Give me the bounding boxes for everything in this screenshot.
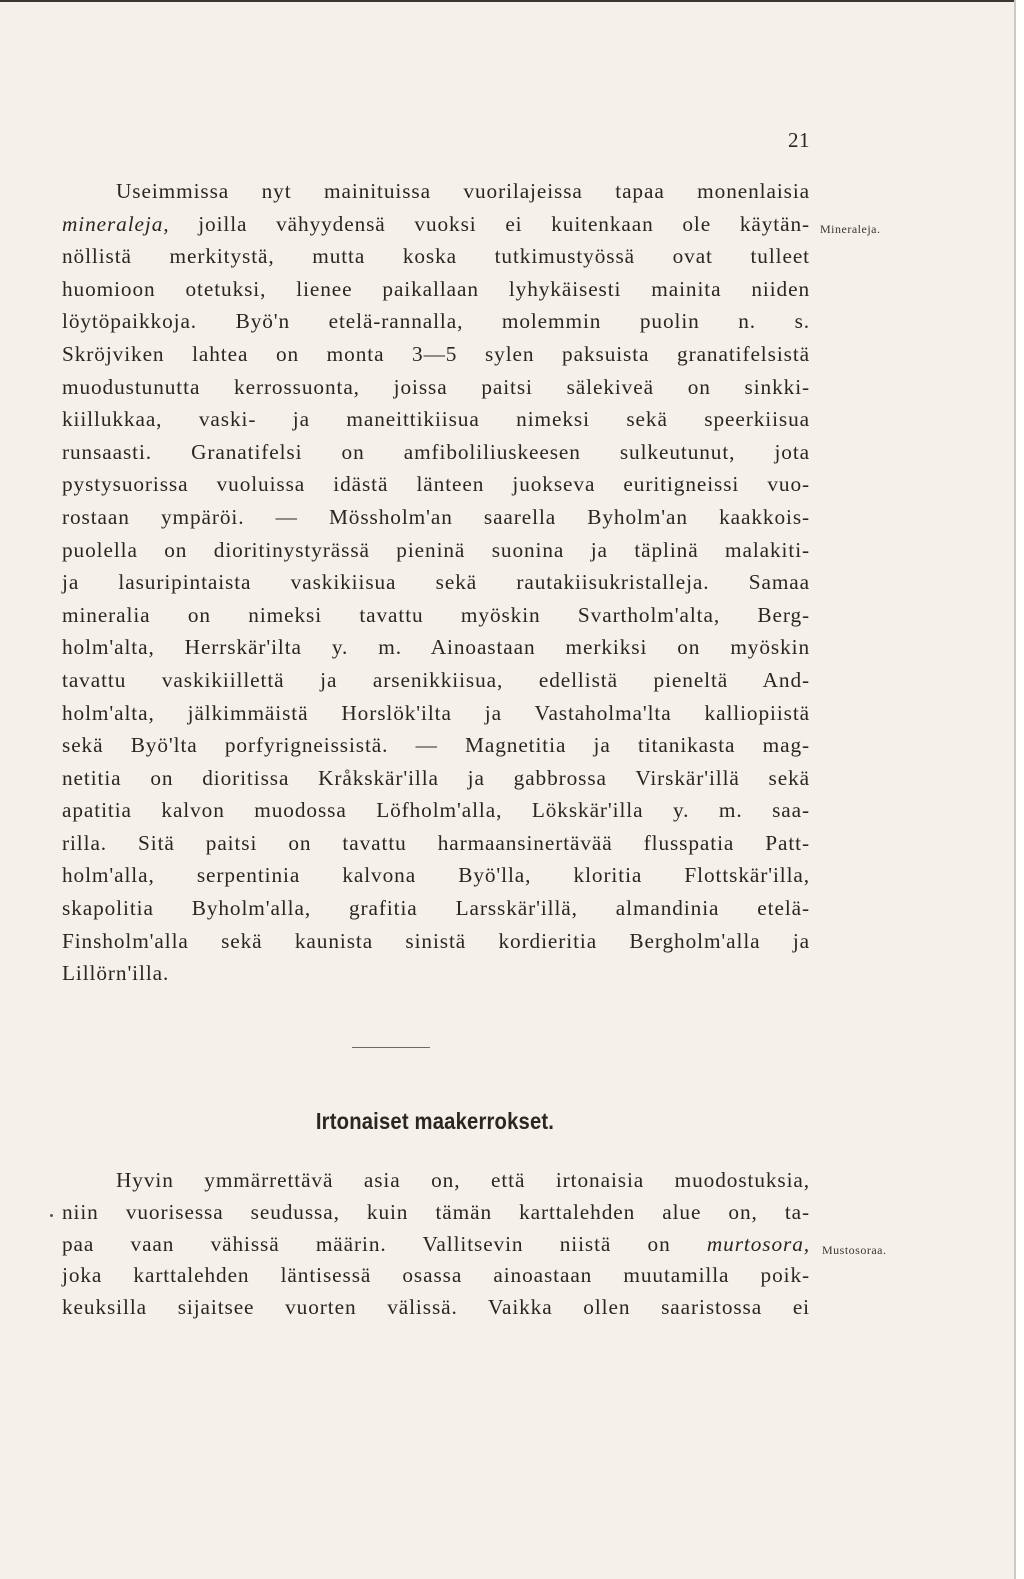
text-line: holm'alta, jälkimmäistä Horslök'ilta ja Vastaholma'lta kalliopiistä (62, 700, 810, 725)
text-line: niin vuorisessa seudussa, kuin tämän karttalehden alue on, ta- (62, 1199, 810, 1224)
text-line: sekä Byö'lta porfyrigneissistä. — Magnetitia ja titanikasta mag- (62, 733, 810, 758)
text-line: Hyvin ymmärrettävä asia on, että irtonaisia muodostuksia, (116, 1168, 810, 1192)
page-number: 21 (788, 128, 810, 152)
text-line: tavattu vaskikiillettä ja arsenikkiisua, edellistä pieneltä And- (62, 667, 810, 692)
text-line: apatitia kalvon muodossa Löfholm'alla, Lökskär'illa y. m. saa- (62, 798, 810, 823)
text-line: huomioon otetuksi, lienee paikallaan lyhykäisesti mainita niiden (62, 276, 810, 301)
scan-margin-strip (1016, 0, 1024, 1579)
text-line: Finsholm'alla sekä kaunista sinistä kordieritia Bergholm'alla ja (62, 928, 810, 953)
section-heading: Irtonaiset maakerrokset. (315, 1108, 555, 1134)
text-line: keuksilla sijaitsee vuorten välissä. Vaikka ollen saaristossa ei (62, 1295, 810, 1320)
text-line: runsaasti. Granatifelsi on amfiboliliuskeesen sulkeutunut, jota (62, 439, 810, 464)
paragraph-minerals (62, 175, 810, 990)
text-line: Lillörn'illa. (62, 961, 170, 986)
text-line: holm'alla, serpentinia kalvona Byö'lla, kloritia Flottskär'illa, (62, 863, 810, 888)
text-line: puolella on dioritinystyrässä pieninä suonina ja täplinä malakiti- (62, 537, 810, 562)
text-line: mineraleja, joilla vähyydensä vuoksi ei kuitenkaan ole käytän- (62, 211, 810, 236)
text-line: netitia on dioritissa Kråkskär'illa ja gabbrossa Virskär'illä sekä (62, 765, 810, 790)
text-line: löytöpaikkoja. Byö'n etelä-rannalla, molemmin puolin n. s. (62, 309, 810, 334)
text-line: nöllistä merkitystä, mutta koska tutkimustyössä ovat tulleet (62, 244, 810, 269)
emphasized-term: murtosora, (706, 1231, 810, 1256)
emphasized-term: mineraleja, (62, 211, 170, 236)
text-line: mineralia on nimeksi tavattu myöskin Svartholm'alta, Berg- (62, 602, 810, 627)
section-divider (352, 1047, 430, 1048)
text-line: pystysuorissa vuoluissa idästä länteen juokseva euritigneissi vuo- (62, 472, 810, 497)
paragraph-loose-deposits (62, 1165, 810, 1324)
page-top-edge (0, 0, 1014, 2)
text-line: rostaan ympäröi. — Mössholm'an saarella Byholm'an kaakkois- (62, 504, 810, 529)
text-line: skapolitia Byholm'alla, grafitia Larsskär'illä, almandinia etelä- (62, 896, 810, 921)
print-speck (50, 1214, 53, 1217)
text-line: rilla. Sitä paitsi on tavattu harmaansinertävää flusspatia Patt- (62, 830, 810, 855)
margin-note-minerals: Mineraleja. (820, 222, 881, 236)
margin-note-gravel: Mustosoraa. (822, 1243, 887, 1257)
text-line: kiillukkaa, vaski- ja maneittikiisua nimeksi sekä speerkiisua (62, 407, 810, 432)
text-line: Skröjviken lahtea on monta 3—5 sylen paksuista granatifelsistä (62, 341, 810, 366)
text-line: joka karttalehden läntisessä osassa ainoastaan muutamilla poik- (62, 1263, 810, 1288)
text-line: muodustunutta kerrossuonta, joissa paitsi sälekiveä on sinkki- (62, 374, 810, 399)
text-line: ja lasuripintaista vaskikiisua sekä rautakiisukristalleja. Samaa (62, 570, 810, 595)
text-line: holm'alta, Herrskär'ilta y. m. Ainoastaan merkiksi on myöskin (62, 635, 810, 660)
text-line: paa vaan vähissä määrin. Vallitsevin niistä on murtosora, (62, 1231, 810, 1256)
text-line: Useimmissa nyt mainituissa vuorilajeissa tapaa monenlaisia (116, 179, 810, 203)
